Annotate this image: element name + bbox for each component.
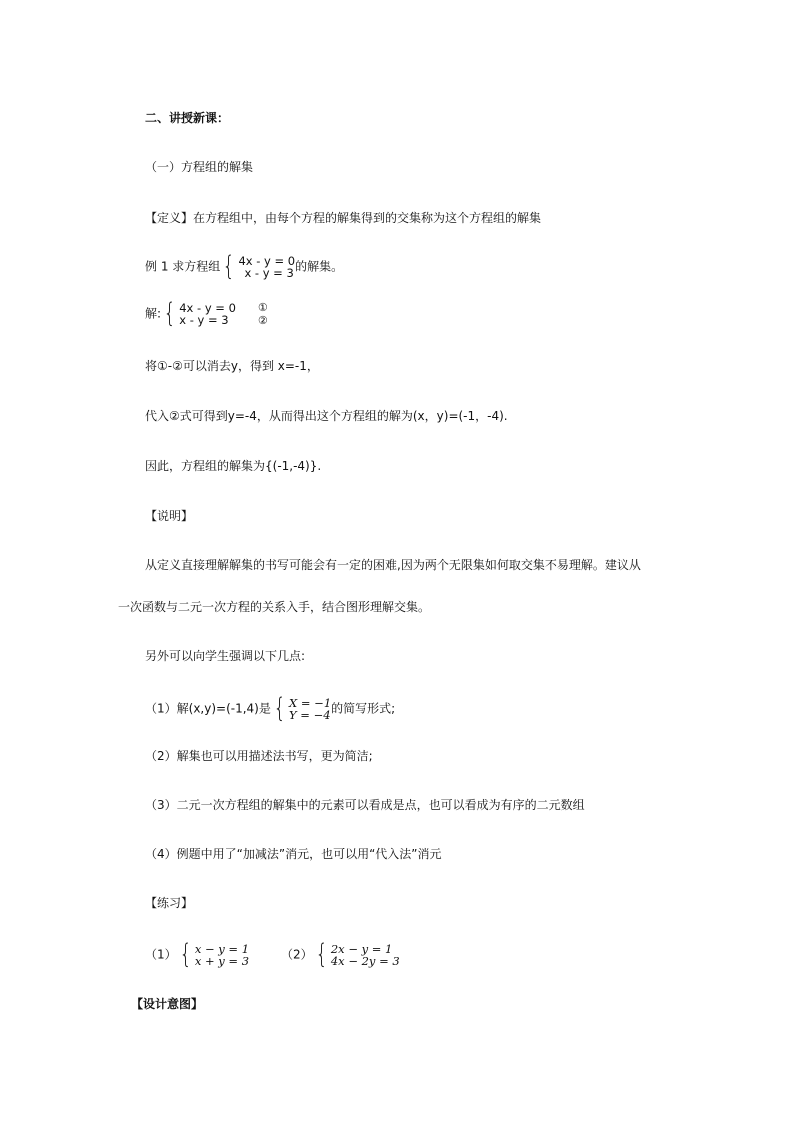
solution-equation-system	[161, 298, 268, 329]
brace-symbol: {	[163, 298, 176, 329]
note-title: 【说明】	[145, 509, 194, 523]
solution-step-3: 因此，方程组的解集为{(-1,-4)}.	[145, 459, 322, 473]
note-paragraph-line-1: 从定义直接理解解集的书写可能会有一定的困难,因为两个无限集如何取交集不易理解。建议从	[145, 558, 641, 572]
equation-mark-1: ①	[257, 301, 268, 314]
emphasis-intro: 另外可以向学生强调以下几点:	[145, 649, 306, 663]
note-paragraph-line-2: 一次函数与二元一次方程的关系入手，结合图形理解交集。	[118, 600, 431, 614]
solution-equation-2: x - y = 3	[179, 313, 229, 327]
practice-1-equation-system	[177, 939, 250, 970]
equation-mark-2: ②	[257, 314, 268, 327]
design-intent-title: 【设计意图】	[131, 997, 204, 1011]
brace-symbol: {	[179, 939, 192, 970]
practice-1-equation-1: x − y = 1	[194, 942, 250, 956]
point-1	[145, 693, 396, 724]
point-1-equation-system	[271, 693, 332, 724]
example-prefix: 例 1 求方程组	[145, 259, 221, 274]
example-1	[145, 251, 344, 282]
practice-2-equation-system	[313, 939, 400, 970]
practice-problems	[145, 939, 400, 970]
solution-prefix: 解:	[145, 306, 162, 321]
solution-step-2: 代入②式可得到y=-4，从而得出这个方程组的解为(x，y)=(-1，-4).	[145, 409, 508, 423]
practice-title: 【练习】	[145, 896, 194, 910]
point-1-equation-1: X = −1	[289, 696, 332, 710]
subsection-heading: （一）方程组的解集	[145, 160, 254, 174]
practice-2-equation-2: 4x − 2y = 3	[330, 954, 400, 968]
example-equation-system	[220, 251, 296, 282]
solution-equation-1: 4x - y = 0	[179, 301, 236, 315]
section-heading: 二、讲授新课：	[145, 111, 230, 125]
point-3: （3）二元一次方程组的解集中的元素可以看成是点，也可以看成为有序的二元数组	[145, 798, 585, 812]
solution-step-1: 将①-②可以消去y，得到 x=-1，	[145, 359, 319, 373]
practice-2-equation-1: 2x − y = 1	[330, 942, 393, 956]
brace-symbol: {	[222, 251, 235, 282]
brace-symbol: {	[273, 693, 286, 724]
practice-2-label: （2）	[281, 947, 313, 962]
example-suffix: 的解集。	[295, 259, 344, 274]
point-1-prefix: （1）解(x,y)=(-1,4)是	[145, 701, 271, 716]
solution-block	[145, 298, 268, 329]
brace-symbol: {	[315, 939, 328, 970]
point-4: （4）例题中用了“加减法”消元，也可以用“代入法”消元	[145, 847, 442, 861]
definition-text: 【定义】在方程组中，由每个方程的解集得到的交集称为这个方程组的解集	[145, 211, 542, 225]
practice-1-equation-2: x + y = 3	[194, 954, 250, 968]
example-equation-2: x - y = 3	[244, 266, 294, 280]
point-1-suffix: 的简写形式;	[331, 701, 396, 716]
point-1-equation-2: Y = −4	[289, 708, 331, 722]
point-2: （2）解集也可以用描述法书写，更为简洁;	[145, 749, 373, 763]
example-equation-1: 4x - y = 0	[238, 254, 296, 268]
practice-1-label: （1）	[145, 947, 177, 962]
